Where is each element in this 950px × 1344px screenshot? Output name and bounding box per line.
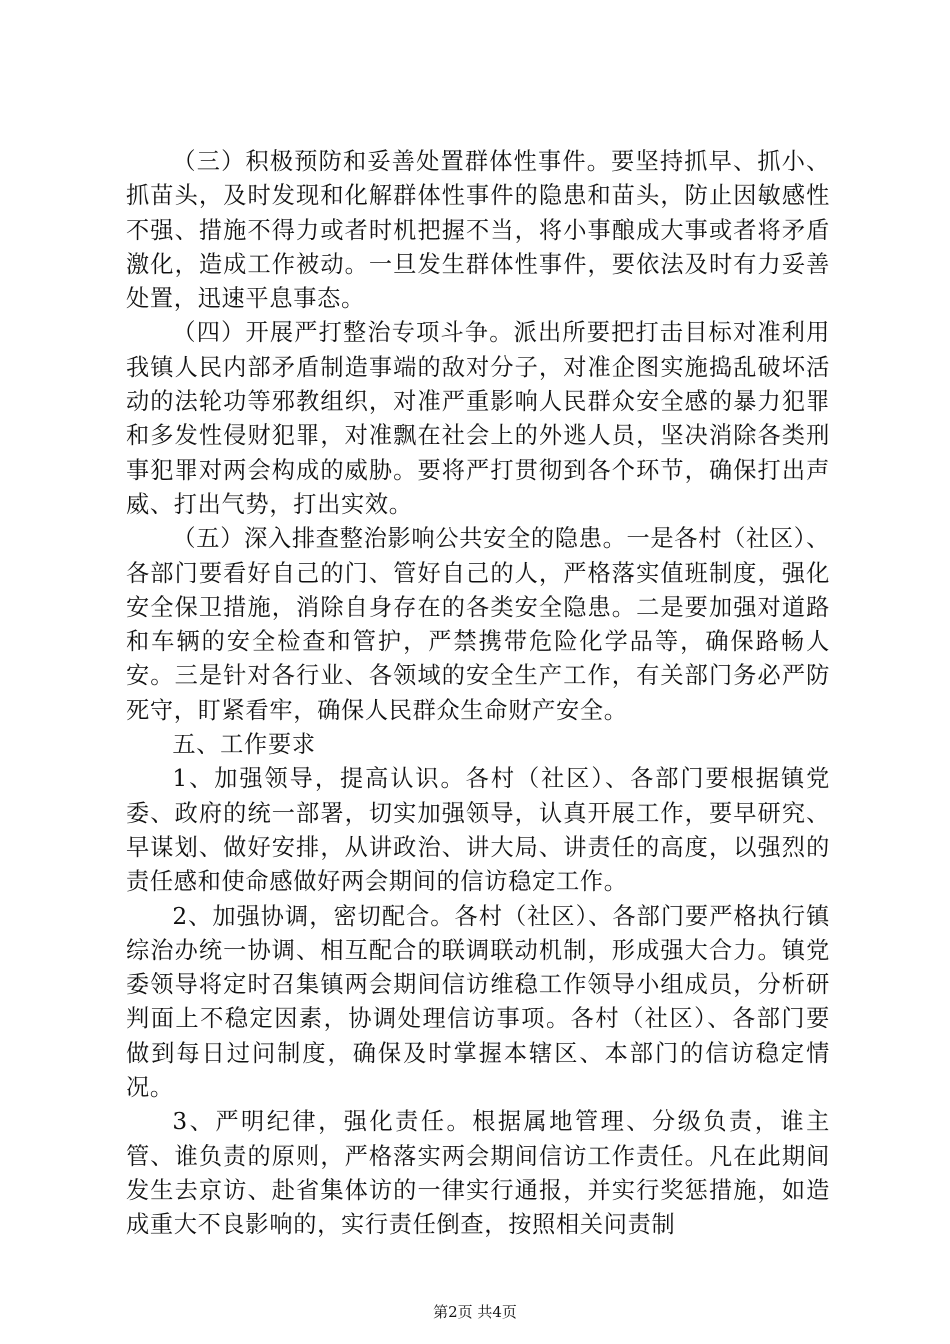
heading-work-requirements: 五、工作要求 (172, 731, 316, 759)
document-body (126, 145, 830, 1243)
page-number-footer: 第2页 共4页 (433, 1303, 517, 1321)
paragraph-section-3: （三）积极预防和妥善处置群体性事件。要坚持抓早、抓小、抓苗头，及时发现和化解群体性事件的隐患和苗头，防止因敏感性不强、措施不得力或者时机把握不当，将小事酿成大事或者将矛盾激化，造成工作被动。一旦发生群体性事件，要依法及时有力妥善处置，迅速平息事态。 (126, 148, 830, 313)
paragraph-section-4: （四）开展严打整治专项斗争。派出所要把打击目标对准利用我镇人民内部矛盾制造事端的敌对分子，对准企图实施捣乱破坏活动的法轮功等邪教组织，对准严重影响人民群众安全感的暴力犯罪和多发性侵财犯罪，对准飘在社会上的外逃人员，坚决消除各类刑事犯罪对两会构成的威胁。要将严打贯彻到各个环节，确保打出声威、打出气势，打出实效。 (126, 319, 830, 518)
paragraph-requirement-3: 3、严明纪律，强化责任。根据属地管理、分级负责，谁主管、谁负责的原则，严格落实两会期间信访工作责任。凡在此期间发生去京访、赴省集体访的一律实行通报，并实行奖惩措施，如造成重大不良影响的，实行责任倒查，按照相关问责制 (126, 1108, 830, 1239)
paragraph-section-5: （五）深入排查整治影响公共安全的隐患。一是各村（社区）、各部门要看好自己的门、管好自己的人，严格落实值班制度，强化安全保卫措施，消除自身存在的各类安全隐患。二是要加强对道路和车辆的安全检查和管护，严禁携带危险化学品等，确保路畅人安。三是针对各行业、各领域的安全生产工作，有关部门务必严防死守，盯紧看牢，确保人民群众生命财产安全。 (126, 525, 830, 724)
paragraph-requirement-1: 1、加强领导，提高认识。各村（社区）、各部门要根据镇党委、政府的统一部署，切实加强领导，认真开展工作，要早研究、早谋划、做好安排，从讲政治、讲大局、讲责任的高度，以强烈的责任感和使命感做好两会期间的信访稳定工作。 (126, 765, 830, 896)
paragraph-requirement-2: 2、加强协调，密切配合。各村（社区）、各部门要严格执行镇综治办统一协调、相互配合的联调联动机制，形成强大合力。镇党委领导将定时召集镇两会期间信访维稳工作领导小组成员，分析研判面上不稳定因素，协调处理信访事项。各村（社区）、各部门要做到每日过问制度，确保及时掌握本辖区、本部门的信访稳定情况。 (126, 902, 830, 1102)
